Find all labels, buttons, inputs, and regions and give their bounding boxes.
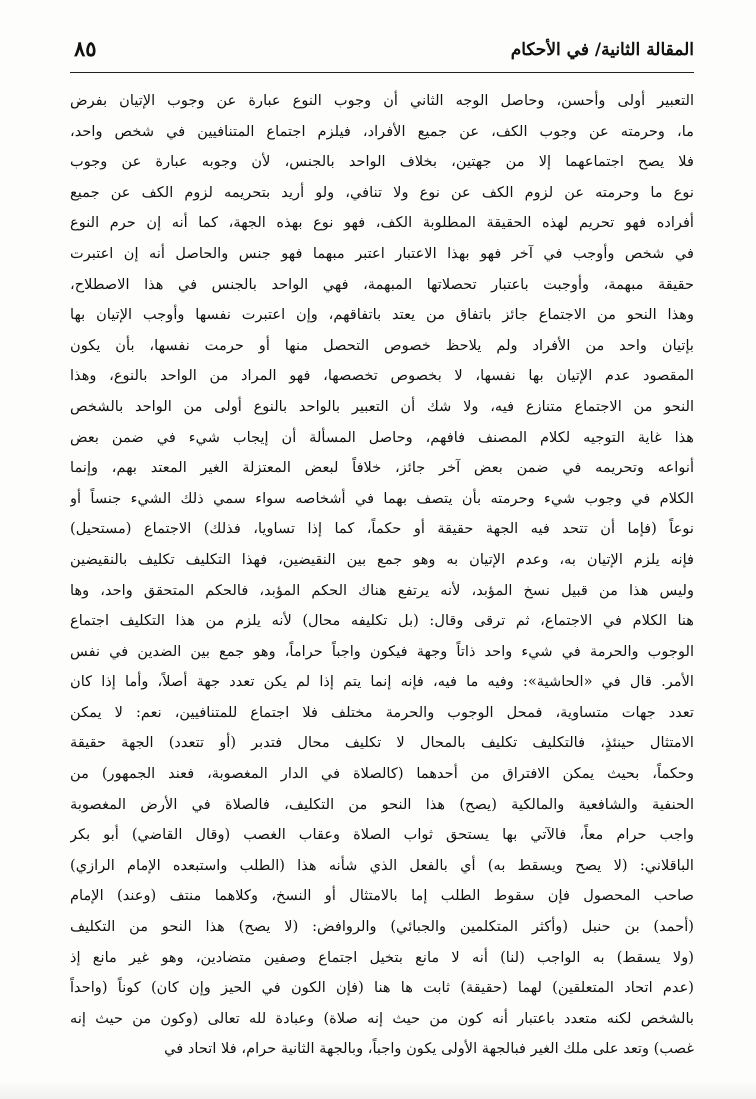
page-bottom-shadow — [0, 1081, 756, 1099]
text-line: هذا غاية التوجيه لكلام المصنف فافهم، وحاصل المسألة أن إيجاب شيء في ضمن بعض — [70, 428, 694, 446]
text-line: نوع ما وحرمته عن لزوم الكف عن نوع ولا تنافي، ولو أريد بتحريمه لزوم الكف عن جميع — [70, 183, 694, 201]
text-line: بإتيان واحد من الأفراد ولم يلاحظ خصوص التحصل منها أو حرمت نفسها، بأن يكون — [70, 336, 694, 354]
text-line: نوعاً (فإما أن تتحد فيه الجهة حقيقة أو حكماً، كما إذا تساويا، فذلك) الاجتماع (مستحيل) — [70, 520, 694, 538]
text-line: (أحمد) بن حنبل (وأكثر المتكلمين والجبائي) والروافض: (لا يصح) هذا النحو من التكليف — [70, 918, 694, 936]
text-line: وليس هذا من قبيل نسخ المؤبد، لأنه يرتفع هناك الحكم المؤبد، فالحكم المتحقق واحد، وها — [70, 581, 694, 599]
text-line: المقصود عدم الإتيان بها نفسها، لا بخصوص تخصصها، فهو المراد من الواحد بالنوع، وهذا — [70, 367, 694, 385]
text-line: أفراده فهو تحريم لهذه الحقيقة المطلوبة الكف، فهو نوع بهذه الجهة، كما أنه إن حرم النوع — [70, 214, 694, 232]
text-line: فإنه يلزم الإتيان به، وعدم الإتيان به وهو جمع بين النقيضين، فهذا التكليف تكليف بالنقيضين — [70, 550, 694, 568]
text-line: هنا الكلام في الاجتماع، ثم ترقى وقال: (بل تكليفه محال) لأنه يلزم من هذا التكليف اجتماع — [70, 612, 694, 630]
body-text — [70, 86, 694, 1065]
text-line: التعبير أولى وأحسن، وحاصل الوجه الثاني أن وجوب النوع عبارة عن وجوب الإتيان بفرض — [70, 92, 694, 109]
text-line: فلا يصح اجتماعهما إلا من جهتين، بخلاف الواحد بالجنس، لأن وجوبه عبارة عن وجوب — [70, 153, 694, 171]
text-line: وهذا النحو من الاجتماع جائز باتفاق من يعتد باتفاقهم، وإن اعتبرت نفسها وأوجب الإتيان بها — [70, 306, 694, 324]
page-header — [70, 36, 694, 73]
text-line: بالشخص لكنه متعدد باعتبار أنه كون من حيث إنه صلاة) وعبادة لله تعالى (وكون من حيث إنه — [70, 1009, 694, 1027]
text-line: واجب حرام معاً، فالآتي بها يستحق ثواب الصلاة وعقاب الغصب (وقال القاضي) أبو بكر — [70, 826, 694, 844]
text-line: الوجوب والحرمة في شيء واحد ذاتاً وجهة فيكون واجباً حراماً، وهو جمع بين الضدين في نفس — [70, 642, 694, 660]
text-line: الكلام في وجوب شيء وحرمته بأن يتصف بهما في أشخاصه سواء سمي ذلك الشيء جنساً أو — [70, 489, 694, 507]
text-line: النحو من الاجتماع متنازع فيه، ولا شك أن التعبير بالواحد بالنوع أولى من الواحد بالشخص — [70, 397, 694, 415]
text-line: تعدد جهات متساوية، فمحل الوجوب والحرمة مختلف فلا اجتماع للمتنافيين، نعم: لا يمكن — [70, 703, 694, 721]
running-title: المقالة الثانية/ في الأحكام — [510, 40, 694, 60]
text-line: صاحب المحصول فإن سقوط الطلب إما بالامتثال أو النسخ، وكلاهما منتف (وعند) الإمام — [70, 887, 694, 905]
text-line: (ولا يسقط) به الواجب (لنا) أنه لا مانع بتخيل اجتماع وصفين متضادين، وهو غير مانع إذ — [70, 948, 694, 966]
text-line: في شخص وأوجب في آخر فهو بهذا الاعتبار اعتبر مبهما فهو جنس والحاصل أنه إن اعتبرت — [70, 244, 694, 262]
text-line: غصب) وتعد على ملك الغير فبالجهة الأولى يكون واجباً، وبالجهة الثانية حرام، فلا اتحاد في — [164, 1040, 694, 1058]
text-line: الباقلاني: (لا يصح ويسقط به) أي بالفعل الذي شأنه هذا (الطلب واستبعده الإمام الرازي) — [70, 856, 694, 874]
text-line: (عدم اتحاد المتعلقين) لهما (حقيقة) ثابت ها هنا (فإن الكون في الحيز وإن كان) كوناً (واحداً — [70, 979, 694, 997]
text-line: الحنفية والشافعية والمالكية (يصح) هذا النحو من التكليف، فالصلاة في الأرض المغصوبة — [70, 795, 694, 813]
text-line: أنواعه وتحريمه في ضمن بعض آخر جائز، خلافاً لبعض المعتزلة الغير المعتد بهم، وإنما — [70, 459, 694, 477]
text-line: الامتثال حينئذٍ، فالتكليف تكليف بالمحال لا تكليف محال فتدبر (أو تتعدد) الجهة حقيقة — [70, 734, 694, 752]
text-line: حقيقة مبهمة، وأوجبت باعتبار تحصلاتها المبهمة، فهي الواحد بالجنس في هذا الاصطلاح، — [70, 275, 694, 293]
text-line: وحكماً، بحيث يمكن الافتراق من أحدهما (كالصلاة في الدار المغصوبة، فعند الجمهور) من — [70, 765, 694, 783]
text-line: ما، وحرمته عن وجوب الكف، عن جميع الأفراد، فيلزم اجتماع المتنافيين في شخص واحد، — [70, 122, 694, 140]
text-line: الأمر. قال في «الحاشية»: وفيه ما فيه، فإنه إنما يتم إذا لم يكن تعدد جهة أصلاً، وأما إذا كان — [70, 673, 694, 691]
page-number: ٨٥ — [74, 36, 97, 61]
